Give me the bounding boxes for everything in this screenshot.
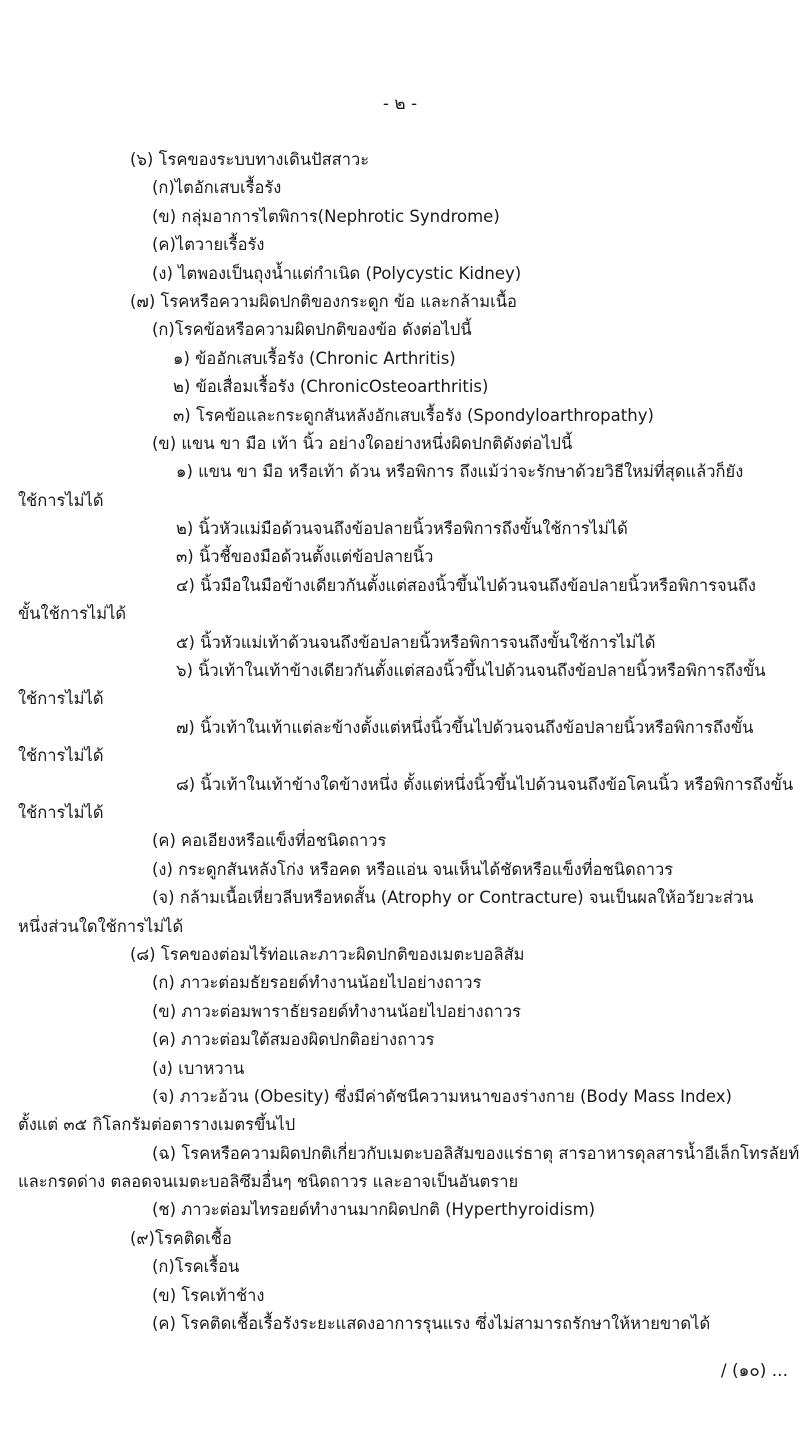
list-item: ๓) โรคข้อและกระดูกสันหลังอักเสบเรื้อรัง (Spondyloarthropathy)	[173, 405, 654, 425]
continuation-line: และกรดด่าง ตลอดจนเมตะบอลิซึมอื่นๆ ชนิดถาวร และอาจเป็นอันตราย	[18, 1172, 519, 1192]
list-item: (ข) แขน ขา มือ เท้า นิ้ว อย่างใดอย่างหนึ่งผิดปกติดังต่อไปนี้	[152, 433, 573, 453]
list-item: (ค) ภาวะต่อมใต้สมองผิดปกติอย่างถาวร	[152, 1030, 435, 1050]
continuation-line: ตั้งแต่ ๓๕ กิโลกรัมต่อตารางเมตรขึ้นไป	[18, 1115, 296, 1135]
list-item: ๒) ข้อเสื่อมเรื้อรัง (ChronicOsteoarthritis)	[173, 377, 489, 397]
list-item: (๗) โรคหรือความผิดปกติของกระดูก ข้อ และกล้ามเนื้อ	[130, 291, 517, 311]
list-item: ๗) นิ้วเท้าในเท้าแต่ละข้างตั้งแต่หนึ่งนิ้วขึ้นไปด้วนจนถึงข้อปลายนิ้วหรือพิการถึงขั้น	[176, 717, 754, 737]
page-number: - ๒ -	[382, 94, 418, 114]
list-item: ๒) นิ้วหัวแม่มือด้วนจนถึงข้อปลายนิ้วหรือพิการถึงขั้นใช้การไม่ได้	[176, 519, 628, 539]
list-item: (ง) เบาหวาน	[152, 1058, 245, 1078]
list-item: ๑) ข้ออักเสบเรื้อรัง (Chronic Arthritis)	[173, 348, 456, 368]
list-item: (ข) ภาวะต่อมพาราธัยรอยด์ทำงานน้อยไปอย่างถาวร	[152, 1001, 521, 1021]
continuation-line: ใช้การไม่ได้	[18, 689, 104, 709]
list-item: (ข) กลุ่มอาการไตพิการ(Nephrotic Syndrome)	[152, 206, 500, 226]
list-item: ๘) นิ้วเท้าในเท้าข้างใดข้างหนึ่ง ตั้งแต่หนึ่งนิ้วขึ้นไปด้วนจนถึงข้อโคนนิ้ว หรือพิการถึงขั้น	[176, 774, 794, 794]
continuation-line: ใช้การไม่ได้	[18, 490, 104, 510]
next-page-reference: / (๑๐) ...	[720, 1361, 788, 1381]
continuation-line: ใช้การไม่ได้	[18, 746, 104, 766]
list-item: ๔) นิ้วมือในมือข้างเดียวกันตั้งแต่สองนิ้วขึ้นไปด้วนจนถึงข้อปลายนิ้วหรือพิการจนถึง	[176, 575, 756, 595]
list-item: (ช) ภาวะต่อมไทรอยด์ทำงานมากผิดปกติ (Hyperthyroidism)	[152, 1200, 596, 1220]
list-item: (ง) ไตพองเป็นถุงน้ำแต่กำเนิด (Polycystic Kidney)	[152, 263, 522, 283]
list-item: (ง) กระดูกสันหลังโก่ง หรือคด หรือแอ่น จนเห็นได้ชัดหรือแข็งที่อชนิดถาวร	[152, 859, 674, 879]
list-item: ๑) แขน ขา มือ หรือเท้า ด้วน หรือพิการ ถึงแม้ว่าจะรักษาด้วยวิธีใหม่ที่สุดแล้วก็ยัง	[176, 462, 744, 482]
list-item: ๓) นิ้วชี้ของมือด้วนตั้งแต่ข้อปลายนิ้ว	[176, 547, 434, 567]
continuation-line: ใช้การไม่ได้	[18, 802, 104, 822]
list-item: (ก)ไตอักเสบเรื้อรัง	[152, 178, 282, 198]
list-item: (ก)โรคข้อหรือความผิดปกติของข้อ ดังต่อไปนี้	[152, 320, 472, 340]
list-item: (๘) โรคของต่อมไร้ท่อและภาวะผิดปกติของเมตะบอลิสัม	[130, 944, 525, 964]
list-item: (ก) ภาวะต่อมธัยรอยด์ทำงานน้อยไปอย่างถาวร	[152, 973, 482, 993]
list-item: (๖) โรคของระบบทางเดินปัสสาวะ	[130, 150, 370, 169]
list-item: (๙)โรคติดเชื้อ	[130, 1228, 232, 1248]
list-item: (ค) โรคติดเชื้อเรื้อรังระยะแสดงอาการรุนแรง ซึ่งไม่สามารถรักษาให้หายขาดได้	[152, 1314, 711, 1334]
list-item: ๕) นิ้วหัวแม่เท้าด้วนจนถึงข้อปลายนิ้วหรือพิการจนถึงขั้นใช้การไม่ได้	[176, 632, 656, 652]
list-item: (ฉ) โรคหรือความผิดปกติเกี่ยวกับเมตะบอลิสัมของแร่ธาตุ สารอาหารดุลสารน้ำอีเล็กโทรลัยท์	[152, 1143, 800, 1163]
list-item: (จ) กล้ามเนื้อเหี่ยวลีบหรือหดสั้น (Atrophy or Contracture) จนเป็นผลให้อวัยวะส่วน	[152, 888, 754, 908]
document-body	[0, 146, 800, 1338]
list-item: (ค)ไตวายเรื้อรัง	[152, 235, 265, 255]
list-item: (ข) โรคเท้าช้าง	[152, 1285, 265, 1305]
continuation-line: ขั้นใช้การไม่ได้	[18, 604, 127, 624]
list-item: (ก)โรคเรื้อน	[152, 1257, 240, 1277]
list-item: (จ) ภาวะอ้วน (Obesity) ซึ่งมีค่าดัชนีความหนาของร่างกาย (Body Mass Index)	[152, 1086, 732, 1106]
list-item: ๖) นิ้วเท้าในเท้าข้างเดียวกันตั้งแต่สองนิ้วขึ้นไปด้วนจนถึงข้อปลายนิ้วหรือพิการถึงขั้น	[176, 661, 766, 681]
continuation-line: หนึ่งส่วนใดใช้การไม่ได้	[18, 916, 184, 936]
list-item: (ค) คอเอียงหรือแข็งที่อชนิดถาวร	[152, 831, 387, 851]
